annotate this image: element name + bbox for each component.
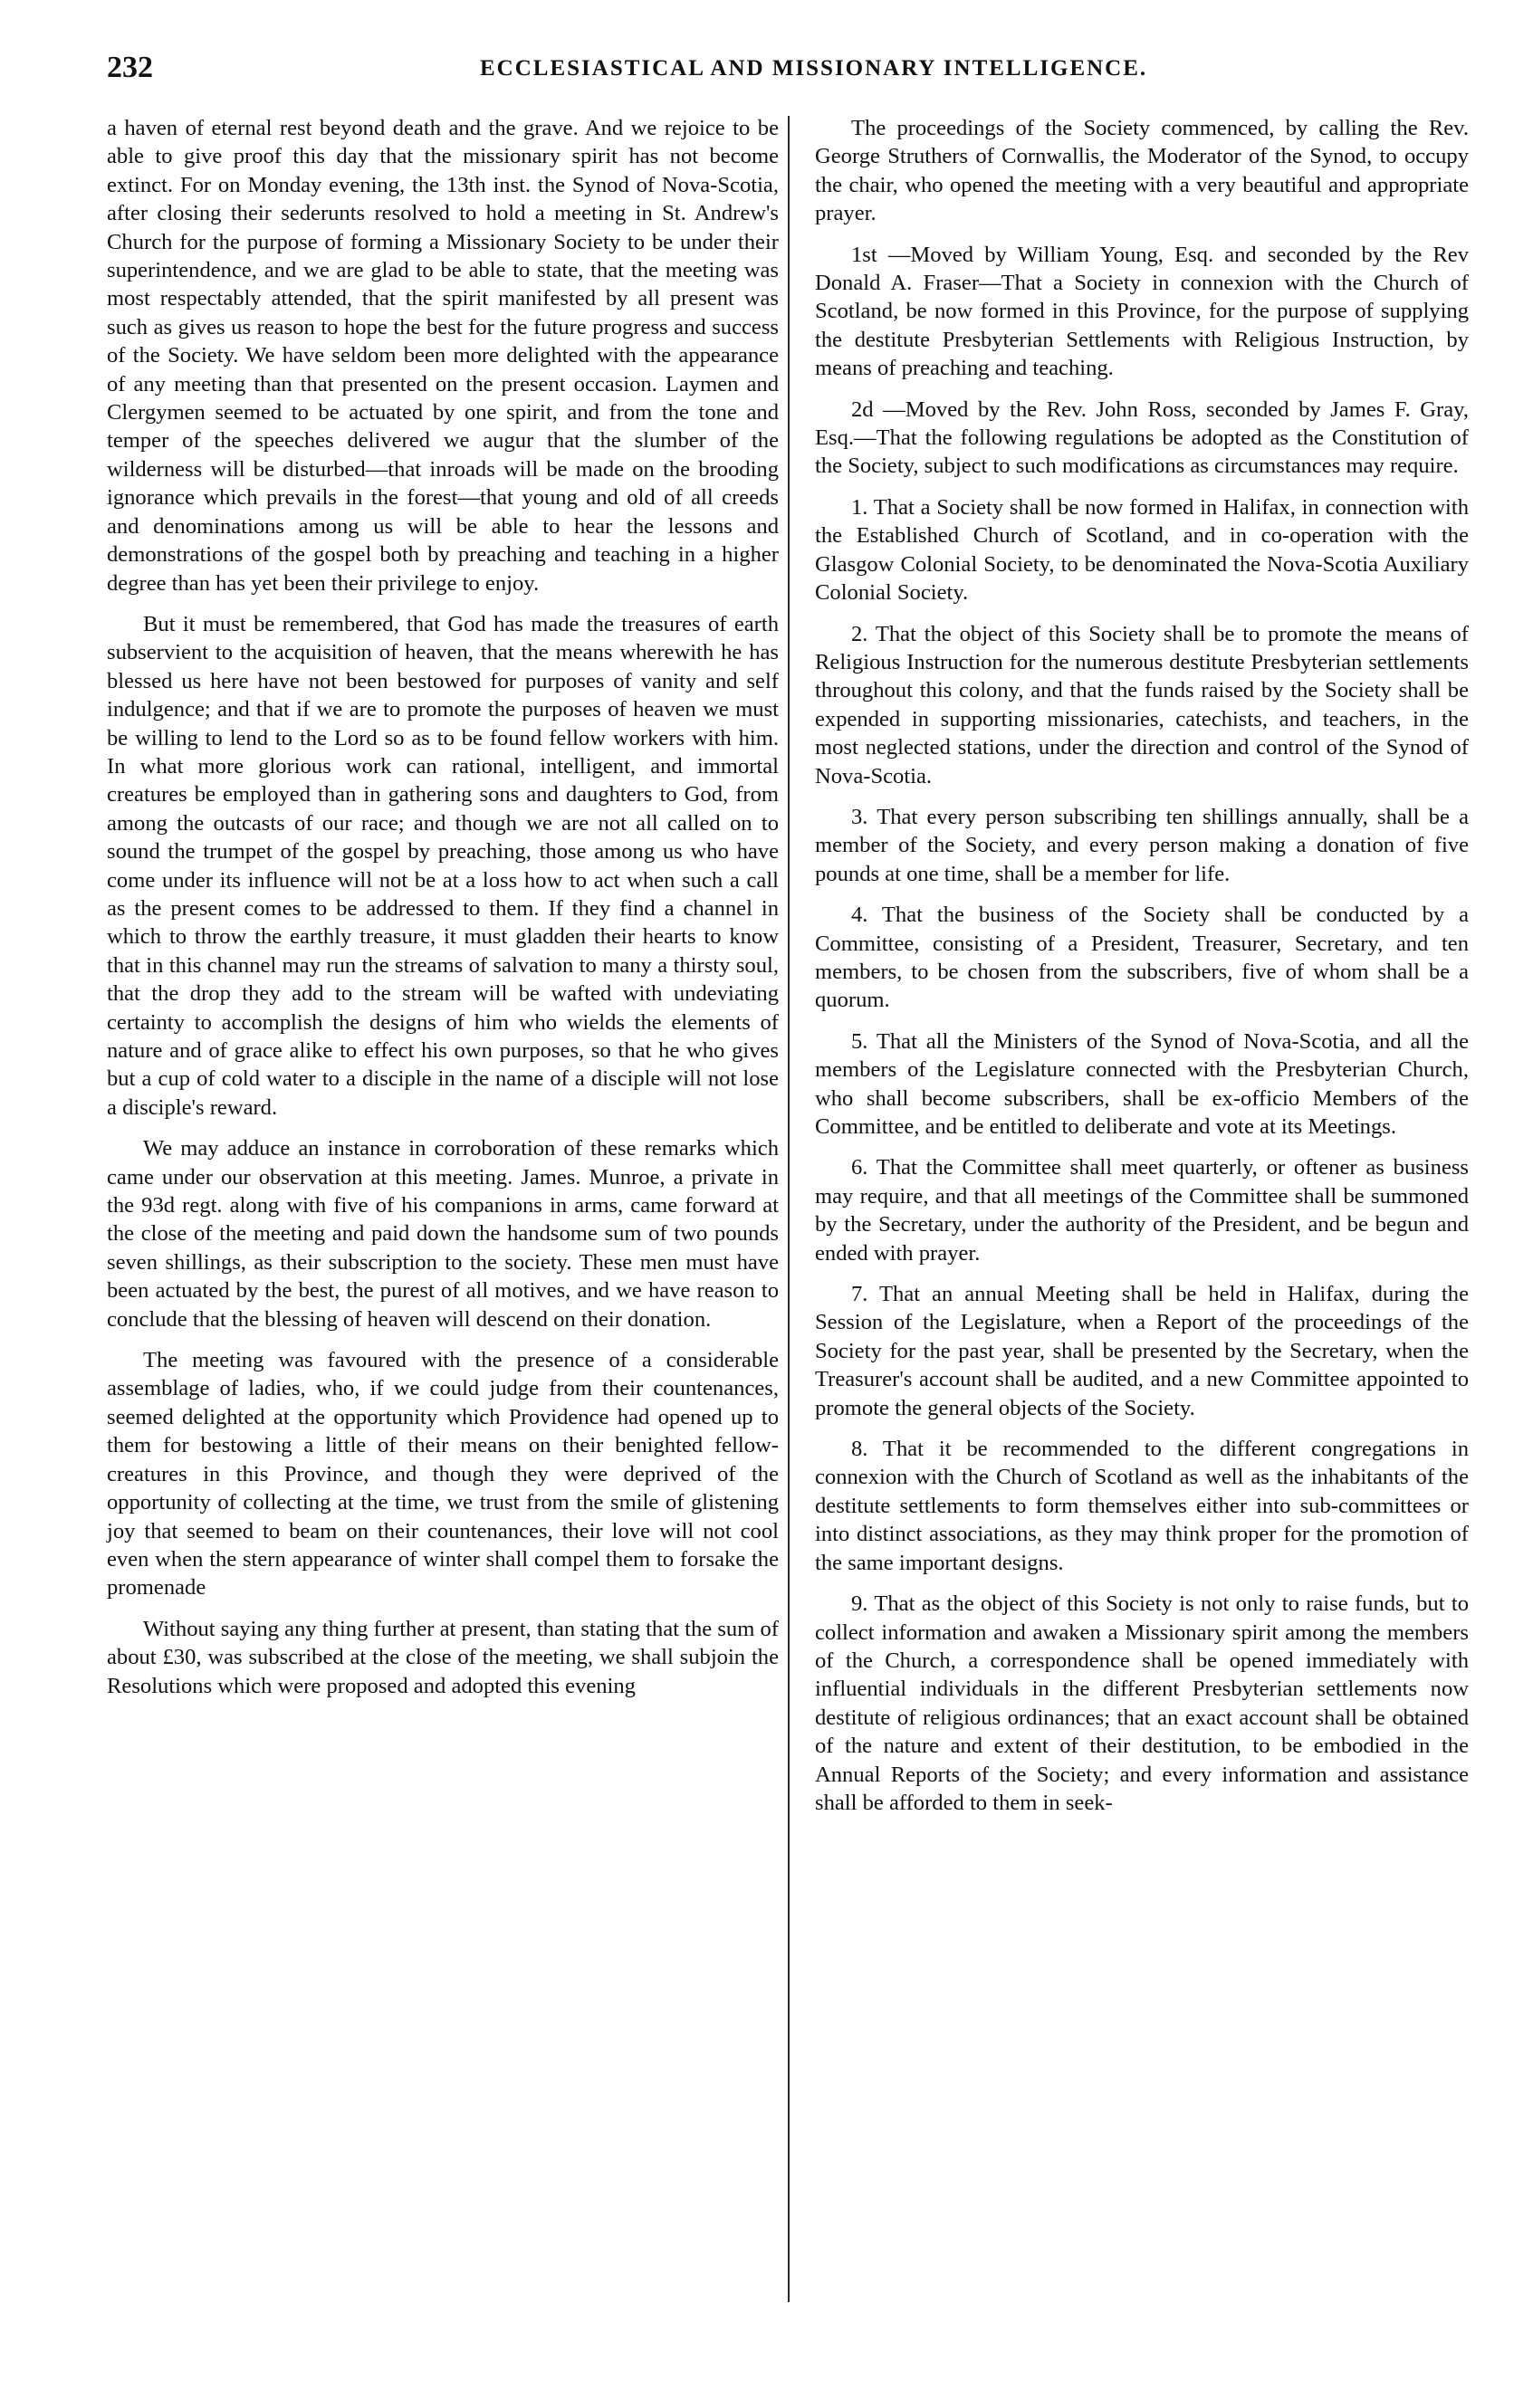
paragraph: The meeting was favoured with the presence of a considerable assemblage of ladies, who, if we could judge from their countenances, seemed delighted at the opportunity which Providence had opened up to them for bestowing a little of their means on their benighted fellow-creatures in this Province, and though they were deprived of the opportunity of collecting at the time, we trust from the smile of glistening joy that seemed to beam on their countenances, their love will not cool even when the stern appearance of winter shall compel them to forsake the promenade [107,1348,779,1601]
regulation-7: 7. That an annual Meeting shall be held in Halifax, during the Session of the Legislature, when a Report of the proceedings of the Society for the past year, shall be presented by the Secretary, when the Treasurer's account shall be audited, and a new Committee appointed to promote the general objects of the Society. [815,1282,1469,1420]
paragraph: Without saying any thing further at present, than stating that the sum of about £30, was subscribed at the close of the meeting, we shall subjoin the Resolutions which were proposed and adopted this evening [107,1616,779,1698]
paragraph: a haven of eternal rest beyond death and the grave. And we rejoice to be able to give proof this day that the missionary spirit has not become extinct. For on Monday evening, the 13th inst. the Synod of Nova-Scotia, after closing their sederunts resolved to hold a meeting in St. Andrew's Church for the purpose of forming a Missionary Society to be under their superintendence, and we are glad to be able to state, that the meeting was most respectably attended, that the spirit manifested by all present was such as gives us reason to hope the best for the future progress and success of the Society. We have seldom been more delighted with the appearance of any meeting than that presented on the present occasion. Laymen and Clergymen seemed to be actuated by one spirit, and from the tone and temper of the speeches delivered we augur that the slumber of the wilderness will be disturbed—that inroads will be made on the brooding ignorance which prevails in the forest—that young and old of all creeds and denominations among us will be able to hear the lessons and demonstrations of the gospel both by preaching and teaching in a higher degree than has yet been their privilege to enjoy. [107,116,779,596]
left-column [107,114,779,1713]
proceedings-intro: The proceedings of the Society commenced, by calling the Rev. George Struthers of Cornwallis, the Moderator of the Synod, to occupy the chair, who opened the meeting with a very beautiful and appropriate prayer. [815,116,1469,226]
right-column [815,114,1469,1830]
regulation-3: 3. That every person subscribing ten shillings annually, shall be a member of the Society, and every person making a donation of five pounds at one time, shall be a member for life. [815,804,1469,886]
regulation-8: 8. That it be recommended to the different congregations in connexion with the Church of Scotland as well as the inhabitants of the destitute settlements to form themselves either into sub-committees or into distinct associations, as they may think proper for the promotion of the same important designs. [815,1437,1469,1575]
regulation-1: 1. That a Society shall be now formed in Halifax, in connection with the Established Church of Scotland, and in co-operation with the Glasgow Colonial Society, to be denominated the Nova-Scotia Auxiliary Colonial Society. [815,494,1469,606]
regulation-4: 4. That the business of the Society shall be conducted by a Committee, consisting of a President, Treasurer, Secretary, and ten members, to be chosen from the subscribers, five of whom shall be a quorum. [815,903,1469,1013]
motion-second: 2d —Moved by the Rev. John Ross, seconded by James F. Gray, Esq.—That the following regulations be adopted as the Constitution of the Society, subject to such modifications as circumstances may require. [815,397,1469,479]
column-divider [788,116,790,2302]
paragraph: But it must be remembered, that God has made the treasures of earth subservient to the acquisition of heaven, that the means wherewith he has blessed us here have not been bestowed for purposes of vanity and self indulgence; and that if we are to promote the purposes of heaven we must be willing to lend to the Lord so as to be found fellow workers with him. In what more glorious work can rational, intelligent, and immortal creatures be employed than in gathering sons and daughters to God, from among the outcasts of our race; and though we are not all called on to sound the trumpet of the gospel by preaching, those among us who have come under its influence will not be at a loss how to act when such a call as the present comes to be addressed to them. If they find a channel in which to throw the earthly treasure, it must gladden their hearts to know that in this channel may run the streams of salvation to many a thirsty soul, that the drop they add to the stream will be wafted with undeviating certainty to accomplish the designs of him who wields the elements of nature and of grace alike to effect his own purposes, so that he who gives but a cup of cold water to a disciple in the name of a disciple will not lose a disciple's reward. [107,611,779,1120]
regulation-6: 6. That the Committee shall meet quarterly, or oftener as business may require, and that all meetings of the Committee shall be summoned by the Secretary, under the authority of the President, and be begun and ended with prayer. [815,1155,1469,1266]
page-number: 232 [107,51,153,84]
regulation-9: 9. That as the object of this Society is not only to raise funds, but to collect information and awaken a Missionary spirit among the members of the Church, a correspondence shall be opened immediately with influential individuals in the different Presbyterian settlements now destitute of religious ordinances; that an exact account shall be obtained of the nature and extent of their destitution, to be embodied in the Annual Reports of the Society; and every information and assistance shall be afforded to them in seek- [815,1591,1469,1815]
page-header [107,51,1465,96]
regulation-5: 5. That all the Ministers of the Synod of Nova-Scotia, and all the members of the Legislature connected with the Presbyterian Church, who shall become subscribers, shall be ex-officio Members of the Committee, and be entitled to deliberate and vote at its Meetings. [815,1028,1469,1139]
running-title: ECCLESIASTICAL AND MISSIONARY INTELLIGENCE. [480,56,1148,81]
paragraph: We may adduce an instance in corroboration of these remarks which came under our observation at this meeting. James. Munroe, a private in the 93d regt. along with five of his companions in arms, came forward at the close of the meeting and paid down the handsome sum of two pounds seven shillings, as their subscription to the society. These men must have been actuated by the best, the purest of all motives, and we have reason to conclude that the blessing of heaven will descend on their donation. [107,1136,779,1332]
regulation-2: 2. That the object of this Society shall be to promote the means of Religious Instruction for the numerous destitute Presbyterian settlements throughout this colony, and that the funds raised by the Society shall be expended in supporting missionaries, catechists, and teachers, in the most neglected stations, under the direction and control of the Synod of Nova-Scotia. [815,621,1469,788]
motion-first: 1st —Moved by William Young, Esq. and seconded by the Rev Donald A. Fraser—That a Society in connexion with the Church of Scotland, be now formed in this Province, for the purpose of supplying the destitute Presbyterian Settlements with Religious Instruction, by means of preaching and teaching. [815,242,1469,381]
